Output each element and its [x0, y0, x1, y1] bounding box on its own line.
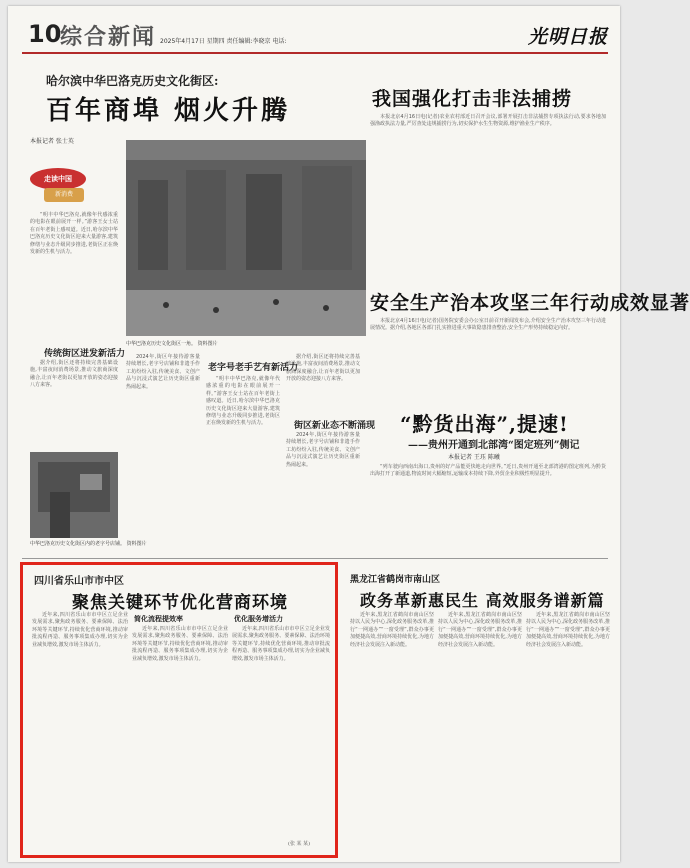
boxed-column-1: 近年来,四川省乐山市市中区立足企业发展需求,聚焦政务服务、要素保障、法治环境等关键环节,持续优化营商环境,推动审批流程再造、服务事项集成办理,切实为企业减负增效,激发市场主体活力。	[32, 612, 128, 648]
lead-column-1: “明丰中华巴洛克,就像年代感浓重的电影在眼前展开一样。”游客王女士站在百年老街上感叹道。近日,哈尔滨中华巴洛克历史文化街区迎来大量游客,建筑修缮与业态升级同步推进,老街区正在焕发新的生机与活力。	[30, 212, 118, 256]
page-number: 10	[28, 20, 62, 48]
lead-column-3: “明丰中华巴洛克,就像年代感浓重的电影在眼前展开一样。”游客王女士站在百年老街上感叹道。近日,哈尔滨中华巴洛克历史文化街区迎来大量游客,建筑修缮与业态升级同步推进,老街区正在焕发新的生机与活力。	[206, 376, 280, 427]
feature-subhead: ——贵州开通到北部湾“图定班列”侧记	[408, 440, 580, 451]
badge-sub: 新消费	[44, 188, 84, 202]
boxed-column-2: 近年来,四川省乐山市市中区立足企业发展需求,聚焦政务服务、要素保障、法治环境等关键环节,持续优化营商环境,推动审批流程再造、服务事项集成办理,切实为企业减负增效,激发市场主体活力。	[132, 626, 228, 662]
right-top-body: 本报北京4月16日电(记者)农业农村部近日召开会议,部署开展打击非法捕捞专项执法行动,要求各地加强渔政执法力量,严厉查处违规捕捞行为,切实保护水生生物资源,维护渔业生产秩序。	[370, 114, 606, 128]
bottom-right-column-1: 近年来,黑龙江省鹤岗市南山区坚持以人民为中心,深化政务服务改革,推行“一网通办”“一窗受理”,群众办事更加便捷高效,营商环境持续优化,为地方经济社会发展注入新动能。	[350, 612, 434, 648]
boxed-headline: 聚焦关键环节优化营商环境	[72, 593, 288, 613]
lead-column-4b: 2024年,街区年接待游客量持续增长,老字号店铺和非遗手作工坊纷纷入驻,传统美食、文创产品与沉浸式演艺让历史街区重新热闹起来。	[286, 432, 360, 468]
section-title: 综合新闻	[60, 24, 157, 50]
boxed-subhead-1: 简化流程提效率	[134, 614, 183, 623]
street-photo	[126, 140, 366, 336]
bottom-right-headline: 政务革新惠民生 高效服务谱新篇	[360, 591, 605, 610]
storefront-photo	[30, 452, 118, 538]
right-top-headline: 我国强化打击非法捕捞	[372, 88, 573, 110]
column-badge	[30, 168, 100, 208]
issue-meta: 2025年4月17日 星期四 责任编辑:李晓京 电话:	[160, 38, 287, 45]
storefront-photo-art	[30, 452, 118, 538]
feature-body: “列车驶向西南出海口,贵州的好产品能更快地走向世界。”近日,贵州开通至北部湾港的图定班列,为黔货出海打开了新通道,物流时间大幅缩短,运输成本持续下降,外贸企业积极性明显提升。	[370, 464, 606, 478]
boxed-kicker: 四川省乐山市市中区	[34, 576, 124, 587]
boxed-subhead-2: 优化服务增活力	[234, 614, 283, 623]
lead-subhead-1: 传统街区迸发新活力	[44, 349, 126, 359]
header-rule	[22, 52, 608, 54]
badge-main: 走读中国	[30, 168, 86, 190]
lead-kicker: 哈尔滨中华巴洛克历史文化街区:	[46, 74, 219, 88]
newspaper-logo: 光明日报	[528, 26, 609, 48]
lead-column-2: 2024年,街区年接待游客量持续增长,老字号店铺和非遗手作工坊纷纷入驻,传统美食、文创产品与沉浸式演艺让历史街区重新热闹起来。	[126, 354, 200, 390]
feature-headline: “黔货出海”,提速!	[400, 412, 569, 436]
lead-column-4a: 据介绍,街区还将持续完善基础设施,丰富夜间消费场景,推动文旅商深度融合,让百年老街以更加开放的姿态迎接八方来客。	[286, 354, 360, 383]
bottom-right-column-3: 近年来,黑龙江省鹤岗市南山区坚持以人民为中心,深化政务服务改革,推行“一网通办”“一窗受理”,群众办事更加便捷高效,营商环境持续优化,为地方经济社会发展注入新动能。	[526, 612, 610, 648]
lead-byline: 本报记者 张士英	[30, 138, 74, 145]
bottom-right-column-2: 近年来,黑龙江省鹤岗市南山区坚持以人民为中心,深化政务服务改革,推行“一网通办”“一窗受理”,群众办事更加便捷高效,营商环境持续优化,为地方经济社会发展注入新动能。	[438, 612, 522, 648]
lead-column-1b: 据介绍,街区还将持续完善基础设施,丰富夜间消费场景,推动文旅商深度融合,让百年老街以更加开放的姿态迎接八方来客。	[30, 360, 118, 389]
lead-headline: 百年商埠 烟火升腾	[46, 96, 291, 126]
boxed-column-3: 近年来,四川省乐山市市中区立足企业发展需求,聚焦政务服务、要素保障、法治环境等关键环节,持续优化营商环境,推动审批流程再造、服务事项集成办理,切实为企业减负增效,激发市场主体活力。	[232, 626, 330, 662]
bottom-right-kicker: 黑龙江省鹤岗市南山区	[350, 575, 441, 585]
right-mid-headline: 安全生产治本攻坚三年行动成效显著	[370, 292, 690, 314]
photo-caption-2: 中华巴洛克历史文化街区内的老字号店铺。 资料图片	[30, 541, 147, 547]
lead-subhead-2: 老字号老手艺有新活力	[208, 363, 299, 373]
lead-subhead-3: 街区新业态不断涌现	[294, 421, 376, 431]
newspaper-page	[8, 6, 690, 862]
photo-caption-1: 中华巴洛克历史文化街区一角。 资料图片	[126, 341, 218, 347]
section-divider	[22, 558, 608, 559]
boxed-author: (张 某 某)	[288, 841, 311, 847]
street-photo-art	[126, 140, 366, 336]
feature-byline: 本报记者 王珏 陈曦	[448, 454, 500, 461]
right-mid-body: 本报北京4月16日电(记者)国务院安委会办公室日前召开新闻发布会,介绍安全生产治本攻坚三年行动进展情况。据介绍,各地区各部门扎实推进重大事故隐患排查整治,安全生产形势持续稳定向好。	[370, 318, 606, 332]
